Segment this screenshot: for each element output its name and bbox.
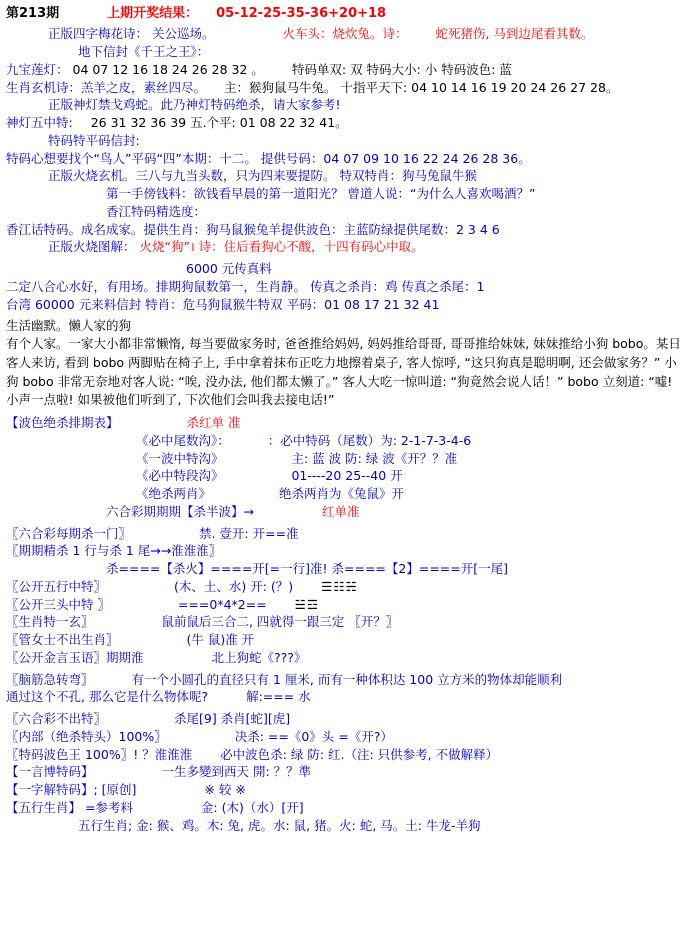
lamp-five-numbers: 26 31 32 36 39 五.个平: 01 08 22 32 41。 — [90, 115, 348, 131]
must-tail-value: ：必中特码（尾数）为: 2-1-7-3-4-6 — [267, 432, 472, 448]
section-kill-detail — [6, 560, 682, 578]
text-line-7 — [6, 132, 682, 150]
five-elements-title: 〖公开五行中特〗 — [6, 578, 107, 594]
fire-burn-chart-value: 火烧“狗”। 诗：住后看狗心不酸，十四有码心中取。 — [139, 239, 424, 255]
section-brain-teaser — [6, 671, 682, 689]
lamp-kill-note: 正版神灯禁戈鸡蛇。此乃神灯特码绝杀，请大家参考! — [48, 97, 341, 113]
wave-kill-right: 杀红单 准 — [186, 415, 241, 431]
inner-kill-head-value: 决杀: ==《0》头 =《开?） — [234, 728, 393, 744]
section-five-elements-zodiac — [6, 799, 682, 817]
five-elements-zodiac-value: 金: (木)（水）[开] — [200, 799, 304, 815]
one-wave-label: 《一波中特沟》 — [136, 450, 224, 466]
result-numbers: 05-12-25-35-36+20+18 — [216, 6, 387, 21]
wave-king-title: 〖特码波色王 100%〗! ？淮淮淮 — [6, 746, 193, 762]
kill-detail-text: 杀====【杀火】====开[=一行]准! 杀====【2】====开[一尾] — [106, 561, 508, 577]
three-head-title: 〖公开三头中特 〗 — [6, 596, 110, 612]
section-no-special — [6, 710, 682, 728]
section-one-char — [6, 781, 682, 799]
section-must-段 — [6, 467, 682, 485]
one-char-title: 【一字解特码】; [原创] — [6, 782, 137, 798]
wave-king-value: 必中波色杀: 绿 防: 红.（注: 只供参考, 不做解释） — [220, 746, 499, 762]
three-head-value: ===0*4*2== — [177, 596, 267, 612]
miss-guan-value: (牛 鼠)准 开 — [186, 632, 255, 648]
result-label: 上期开奖结果： — [107, 6, 199, 21]
section-kill-two-zodiac — [6, 485, 682, 503]
one-wave-value: 主: 蓝 波 防: 绿 波《开？？准 — [291, 450, 458, 466]
kill-two-zodiac-label: 《绝杀两肖》 — [136, 486, 212, 502]
underground-envelope: 地下信封《千王之王》： — [78, 44, 210, 60]
text-line-2 — [6, 43, 682, 61]
plum-poem-label: 正版四字梅花诗： — [48, 26, 149, 42]
wave-kill-title: 【波色绝杀排期表】 — [6, 415, 119, 431]
half-wave-label: 六合彩期期期【杀半波】→ — [106, 503, 254, 519]
train-head-text: 火车头：烧炊兔。诗： — [282, 26, 408, 42]
section-zodiac-one — [6, 613, 682, 631]
ding-eight-line: 二定八合心水好，有用场。排期狗鼠数第一，生肖静。 传真之杀肖：鸡 传真之杀尾：1 — [6, 278, 485, 294]
brain-teaser-answer: 解:=== 水 — [246, 689, 311, 705]
section-five-elements — [6, 578, 682, 596]
nine-lotus-label: 九宝莲灯： — [6, 61, 69, 77]
trigram-icon-1: ☰☷☵ — [321, 578, 358, 594]
zodiac-one-title: 〖生肖特一玄〗 — [6, 614, 94, 630]
one-char-value: ※ 较 ※ — [204, 782, 246, 798]
kill-row-tail-title: 〖期期精杀 1 行与杀 1 尾→→淮淮淮〗 — [6, 543, 222, 559]
humor-title — [6, 317, 682, 335]
first-hand-material: 第一手傍钱料：欲钱看早晨的第一道阳光？ 曾道人说：“为什么人喜欢喝酒？” — [106, 186, 536, 202]
section-half-wave — [6, 503, 682, 521]
train-head-poem: 蛇死猪伤, 马到边尾看其数。 — [435, 26, 594, 42]
brain-teaser-cont: 通过这个不孔, 那么它是什么物体呢? — [6, 689, 209, 705]
text-line-1 — [6, 25, 682, 43]
header-row — [6, 4, 682, 23]
text-line-5 — [6, 96, 682, 114]
kill-one-door-value: 禁. 壹开: 开==准 — [198, 525, 299, 541]
plum-poem-value: 关公巡场。 — [152, 26, 215, 42]
section-five-elements-list — [6, 817, 682, 835]
humor-story: 有个人家。一家大小都非常懒惰, 每当要做家务时, 爸爸推给妈妈, 妈妈推给哥哥, 哥哥推给妹妹, 妹妹推给小狗 bobo。某日客人来访, 看到 bobo 两脚贴在椅子上, 手中拿着抹布正吃力地擦着桌子, 客人惊呼, “这只狗真是聪明啊, 还会做家务？” 小狗 bobo 非常无奈地对客人说: “唉, 没办法, 他们都太懒了。” 客人大吃一惊叫道: “狗竟然会说人话！” bobo 立刻道: “嘘! 小声一点啦! 如果被他们听到了, 下次他们会叫我去接电话!” — [6, 336, 681, 408]
text-line-12 — [6, 221, 682, 239]
issue-number: 第213期 — [6, 6, 60, 21]
section-wave-kill — [6, 414, 682, 432]
fire-burn-chart-label: 正版火烧图解： — [48, 239, 136, 255]
golden-words-value: 北上狗蛇《???》 — [211, 649, 307, 665]
brain-teaser-title: 〖脑筋急转弯〗 — [6, 671, 94, 687]
five-elements-zodiac-title: 【五行生肖】 =参考料 — [6, 799, 133, 815]
kill-one-door-title: 〖六合彩每期杀一门〗 — [6, 525, 132, 541]
text-line-10 — [6, 185, 682, 203]
text-line-6 — [6, 114, 682, 132]
section-one-wave — [6, 450, 682, 468]
section-kill-row-tail — [6, 542, 682, 560]
section-brain-teaser-answer — [6, 688, 682, 706]
section-three-head — [6, 596, 682, 614]
special-code-riddle: 特码心想要找个“鸟人”平码“四”本期：十二。 提供号码：04 07 09 10 16 22 24 26 28 36。 — [6, 150, 531, 166]
text-line-3 — [6, 61, 682, 79]
one-word-value: 一生多變到西天 開: ？？準 — [161, 764, 312, 780]
six-thousand-line — [6, 260, 682, 278]
text-line-8 — [6, 150, 682, 168]
text-line-13 — [6, 238, 682, 256]
five-elements-value: (木、土、水) 开: (？) — [173, 578, 294, 594]
brain-teaser-question: 有一个小圆孔的直径只有 1 厘米, 而有一种体积达 100 立方米的物体却能顺利 — [131, 671, 563, 687]
golden-words-title: 〖公开金言玉语〗期期淮 — [6, 649, 144, 665]
must-seg-label: 《必中特段沟》 — [136, 468, 224, 484]
section-must-tail — [6, 432, 682, 450]
must-seg-value: 01----20 25--40 开 — [291, 468, 403, 484]
xiangjiang-select-title: 香江特码精选度： — [106, 203, 207, 219]
section-inner-kill-head — [6, 728, 682, 746]
section-kill-one-door — [6, 525, 682, 543]
text-line-4 — [6, 79, 682, 97]
half-wave-value: 红单准 — [321, 503, 360, 519]
no-special-value: 杀尾[9] 杀肖[蛇][虎] — [173, 711, 291, 727]
no-special-title: 〖六合彩不出特〗 — [6, 711, 107, 727]
text-line-9 — [6, 167, 682, 185]
section-wave-king — [6, 746, 682, 764]
humor-title-text: 生活幽默。懒人家的狗 — [6, 318, 132, 334]
lamp-five-label: 神灯五中特: — [6, 115, 73, 131]
nine-lotus-numbers: 04 07 12 16 18 24 26 28 32 。 — [72, 61, 264, 77]
zodiac-main-numbers: 主：猴狗鼠马牛兔。 十指平天下: 04 10 14 16 19 20 24 26 27 28。 — [223, 79, 619, 95]
miss-guan-title: 〖管女士不出生肖〗 — [6, 632, 119, 648]
text-line-15 — [6, 296, 682, 314]
text-line-11 — [6, 203, 682, 221]
trigram-icon-2: ☱☲ — [294, 596, 320, 612]
section-golden-words — [6, 649, 682, 667]
xiangjiang-special-code: 香江话特码。成名成家。提供生肖：狗马鼠猴兔羊提供波色：主蓝防绿提供尾数：2 3 4 6 — [6, 221, 500, 237]
section-one-word — [6, 763, 682, 781]
fire-burn-mystery: 正版火烧玄机。三八与九当头数，只为四来要提防。 特双特肖：狗马兔鼠牛猴 — [48, 168, 477, 184]
zodiac-poem: 生肖玄机诗：羔羊之皮，素丝四尽。 — [6, 79, 207, 95]
special-code-attrs: 特码单双: 双 特码大小: 小 特码波色: 蓝 — [291, 61, 512, 77]
text-line-14 — [6, 278, 682, 296]
special-flat-envelope: 特码特平码信封: — [48, 132, 140, 148]
six-thousand-label: 6000 元传真料 — [186, 261, 272, 277]
must-tail-label: 《必中尾数沟》： — [136, 432, 230, 448]
kill-two-zodiac-value: 绝杀两肖为《兔鼠》开 — [278, 486, 404, 502]
five-elements-list-text: 五行生肖; 金: 猴、鸡。木: 兔, 虎。水: 鼠, 猪。火: 蛇, 马。土: 牛龙-羊狗 — [78, 817, 481, 833]
one-word-title: 【一言博特码】 — [6, 764, 94, 780]
zodiac-one-value: 鼠前鼠后三合二, 四就得一跟三定 〖开？〗 — [161, 614, 399, 630]
inner-kill-head-title: 〖内部（绝杀特头）100%〗 — [6, 728, 167, 744]
section-miss-guan — [6, 631, 682, 649]
taiwan-material-line: 台湾 60000 元来料信封 特肖：危马狗鼠猴牛特双 平码：01 08 17 21 32 41 — [6, 296, 440, 312]
